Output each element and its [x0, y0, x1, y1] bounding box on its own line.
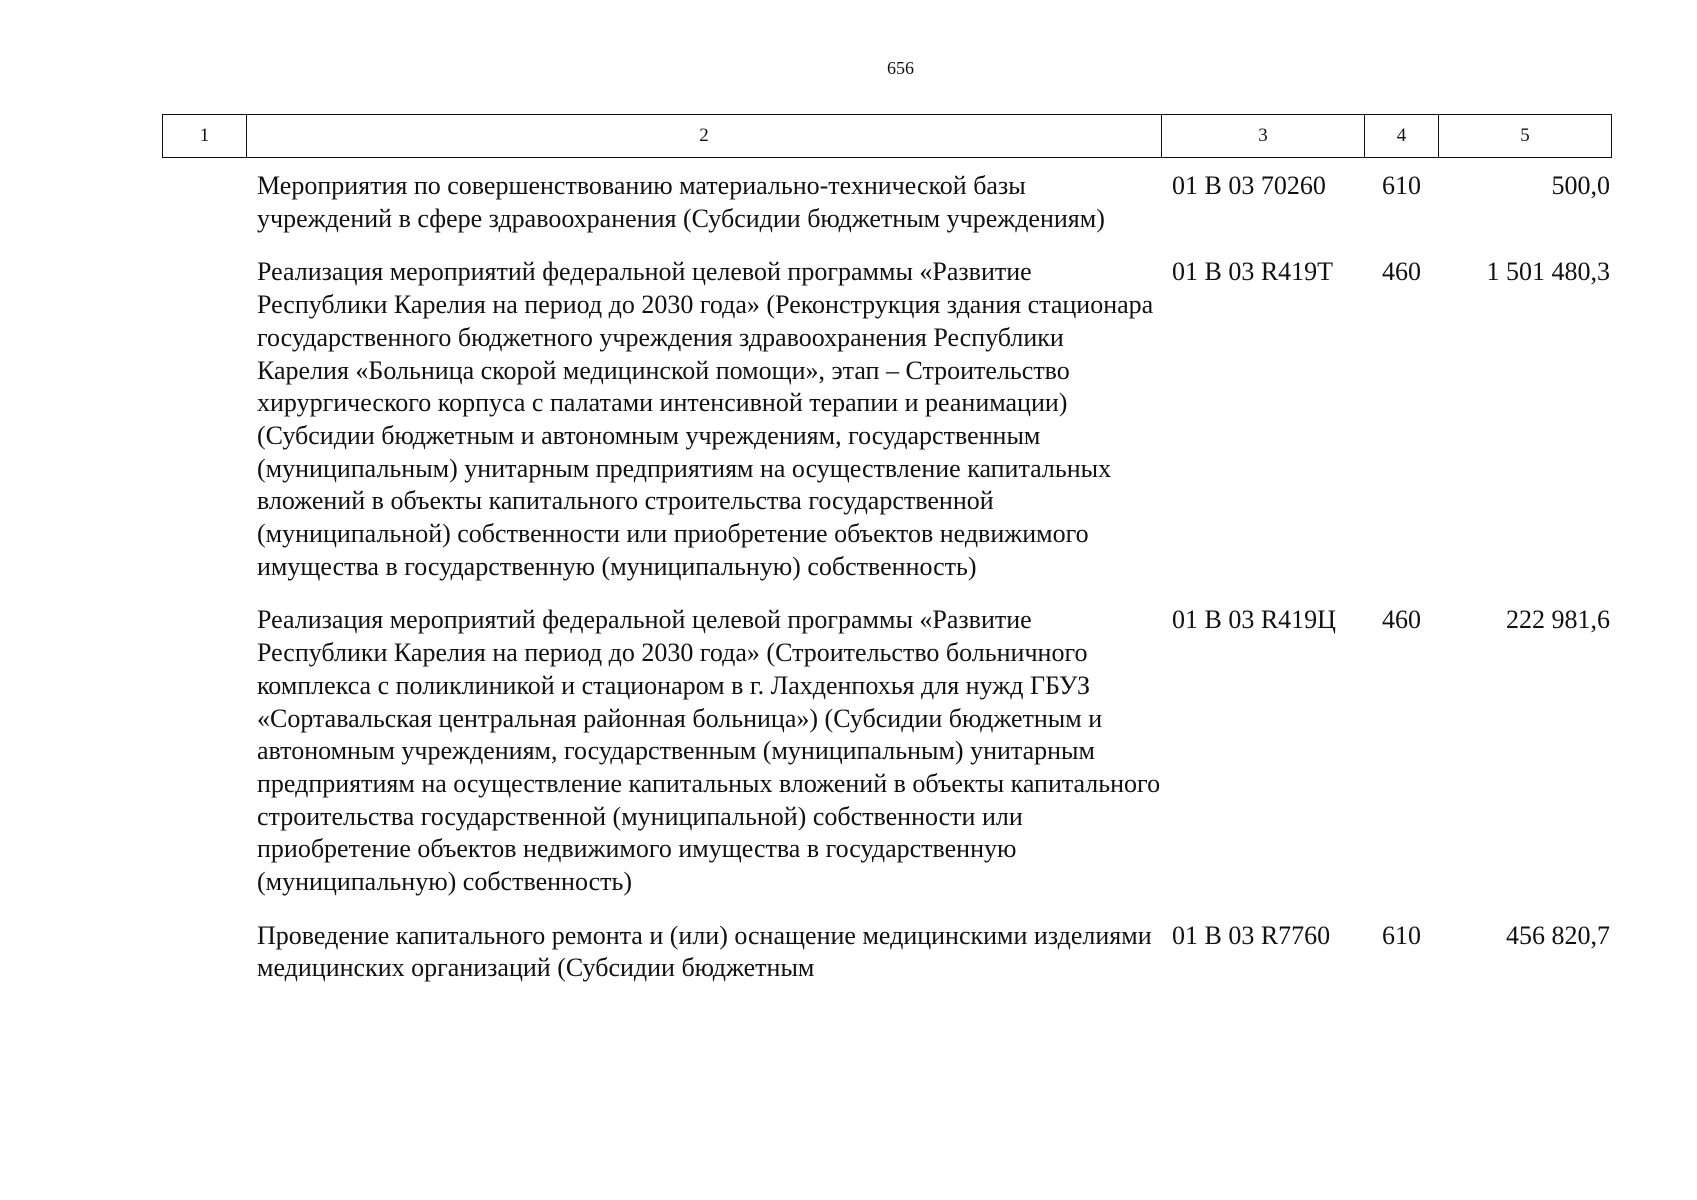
row-type: 460 [1382, 257, 1421, 287]
table-body [247, 170, 1610, 1006]
row-amount: 1 501 480,3 [1486, 257, 1610, 287]
row-code: 01 В 03 70260 [1172, 171, 1326, 200]
row-code: 01 В 03 R419Т [1172, 257, 1334, 287]
row-description: Проведение капитального ремонта и (или) оснащение медицинскими изделиями медицинских организаций (Субсидии бюджетным [257, 920, 1152, 983]
header-col-4: 4 [1365, 115, 1439, 158]
header-col-3: 3 [1162, 115, 1365, 158]
header-col-2: 2 [247, 115, 1162, 158]
table-row [247, 604, 1610, 898]
header-row [163, 115, 1612, 158]
table-row [247, 256, 1610, 583]
row-amount: 500,0 [1551, 171, 1610, 200]
row-amount: 222 981,6 [1506, 605, 1610, 635]
row-code: 01 В 03 R419Ц [1172, 605, 1336, 635]
row-description: Мероприятия по совершенствованию материально-технической базы учреждений в сфере здравоохранения (Субсидии бюджетным учреждениям) [257, 171, 1105, 233]
row-amount: 456 820,7 [1506, 920, 1610, 950]
header-col-5: 5 [1439, 115, 1612, 158]
row-type: 610 [1382, 171, 1421, 200]
header-col-1: 1 [163, 115, 247, 158]
row-description: Реализация мероприятий федеральной целевой программы «Развитие Республики Карелия на период до 2030 года» (Строительство больничного комплекса с поликлиникой и стационаром в г. Лахденпохья для нужд ГБУЗ «Сортавальская центральная районная больница») (Субсидии бюджетным и автономным учреждениям, государственным (муниципальным) унитарным предприятиям на осуществление капитальных вложений в объекты капитального строительства государственной (муниципальной) собственности или приобретение объектов недвижимого имущества в государственную (муниципальную) собственность) [257, 605, 1161, 897]
row-type: 610 [1382, 920, 1421, 950]
row-type: 460 [1382, 605, 1421, 635]
page-number: 656 [887, 58, 914, 78]
column-header-table [162, 114, 1612, 158]
table-row [247, 170, 1610, 235]
row-description: Реализация мероприятий федеральной целевой программы «Развитие Республики Карелия на период до 2030 года» (Реконструкция здания стационара государственного бюджетного учреждения здравоохранения Республики Карелия «Больница скорой медицинской помощи», этап – Строительство хирургического корпуса с палатами интенсивной терапии и реанимации) (Субсидии бюджетным и автономным учреждениям, государственным (муниципальным) унитарным предприятиям на осуществление капитальных вложений в объекты капитального строительства государственной (муниципальной) собственности или приобретение объектов недвижимого имущества в государственную (муниципальную) собственность) [257, 257, 1154, 581]
row-code: 01 В 03 R7760 [1172, 920, 1331, 950]
table-row [247, 920, 1610, 985]
